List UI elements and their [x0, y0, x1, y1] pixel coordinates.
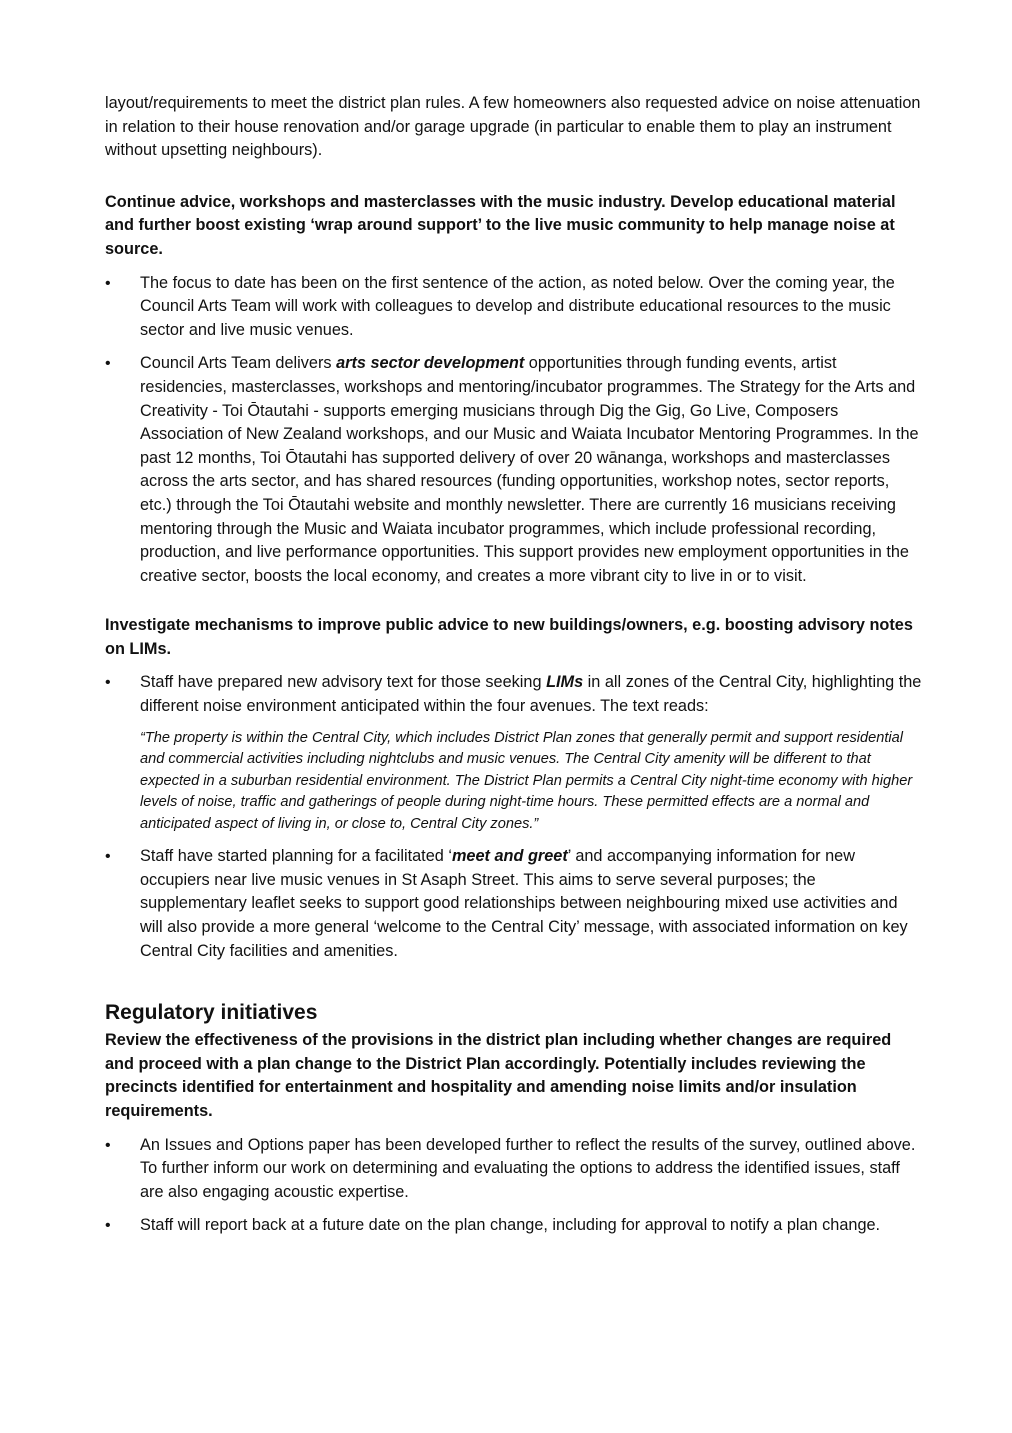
- list-item: [105, 1214, 922, 1238]
- bullet-icon: •: [105, 1136, 111, 1154]
- bullet-text: [140, 354, 919, 584]
- list-item: [105, 845, 922, 963]
- bullet-icon: •: [105, 355, 111, 373]
- list-item: [105, 272, 922, 343]
- action-heading-public-advice: Investigate mechanisms to improve public advice to new buildings/owners, e.g. boosting advisory notes on LIMs.: [105, 616, 913, 658]
- bullet-icon: •: [105, 674, 111, 692]
- list-item: [105, 352, 922, 588]
- bullet-text: [140, 673, 921, 715]
- text-run: Staff have prepared new advisory text for those seeking: [140, 673, 547, 692]
- list-item: [105, 671, 922, 835]
- action2-bullet-list: [105, 671, 922, 963]
- text-run: opportunities through funding events, artist residencies, masterclasses, workshops and mentoring/incubator programmes. The Strategy for the Arts and Creativity - Toi Ōtautahi - supports emerging musicians through Dig the Gig, Go Live, Composers Association of New Zealand workshops, and our Music and Waiata Incubator Mentoring Programmes. In the past 12 months, Toi Ōtautahi has supported delivery of over 20 wānanga, workshops and masterclasses across the arts sector, and has shared resources (funding opportunities, workshop notes, sector reports, etc.) through the Toi Ōtautahi website and monthly newsletter. There are currently 16 musicians receiving mentoring through the Music and Waiata incubator programmes, which include professional recording, production, and live performance opportunities. This support provides new employment opportunities in the creative sector, boosts the local economy, and creates a more vibrant city to live in or to visit.: [140, 354, 919, 585]
- bullet-text: Staff will report back at a future date on the plan change, including for approval to notify a plan change.: [140, 1216, 881, 1235]
- section-title-regulatory: Regulatory initiatives: [105, 1001, 318, 1025]
- intro-paragraph: layout/requirements to meet the district plan rules. A few homeowners also requested advice on noise attenuation in relation to their house renovation and/or garage upgrade (in particular to enable them to play an instrument without upsetting neighbours).: [105, 94, 921, 160]
- bullet-text: An Issues and Options paper has been developed further to reflect the results of the survey, outlined above. To further inform our work on determining and evaluating the options to address the identified issues, staff are also engaging acoustic expertise.: [140, 1135, 916, 1201]
- bullet-icon: •: [105, 274, 111, 292]
- action-heading-district-plan: Review the effectiveness of the provisions in the district plan including whether changes are required and proceed with a plan change to the District Plan accordingly. Potentially includes reviewing the precincts identified for entertainment and hospitality and amending noise limits and/or insulation requirements.: [105, 1031, 892, 1120]
- emphasis-text: meet and greet: [451, 847, 568, 866]
- text-run: in all zones of the Central City, highlighting the different noise environment anticipated within the four avenues. The text reads:: [140, 673, 922, 716]
- regulatory-bullet-list: [105, 1134, 922, 1238]
- bullet-text: The focus to date has been on the first sentence of the action, as noted below. Over the coming year, the Council Arts Team will work with colleagues to develop and distribute educational resources to the music sector and live music venues.: [140, 273, 895, 339]
- emphasis-text: LIMs: [546, 673, 584, 692]
- text-run: Staff have started planning for a facilitated ‘: [140, 847, 452, 866]
- emphasis-text: arts sector development: [336, 354, 525, 373]
- text-run: ’ and accompanying information for new occupiers near live music venues in St Asaph Street. This aims to serve several purposes; the supplementary leaflet seeks to support good relationships between neighbouring mixed use activities and will also provide a more general ‘welcome to the Central City’ message, with associated information on key Central City facilities and amenities.: [140, 847, 908, 960]
- bullet-text: [140, 847, 908, 959]
- list-item: [105, 1134, 922, 1205]
- bullet-icon: •: [105, 848, 111, 866]
- action1-bullet-list: [105, 272, 922, 589]
- bullet-icon: •: [105, 1217, 111, 1235]
- lim-advisory-quote: “The property is within the Central City, which includes District Plan zones that generally permit and support residential and commercial activities including nightclubs and music venues. The Central City amenity will be different to that expected in a suburban residential environment. The District Plan permits a Central City night-time economy with higher levels of noise, traffic and gatherings of people during night-time hours. These permitted effects are a normal and anticipated aspect of living in, or close to, Central City zones.”: [140, 729, 913, 832]
- text-run: Council Arts Team delivers: [140, 354, 337, 373]
- action-heading-advice-workshops: Continue advice, workshops and masterclasses with the music industry. Develop educational material and further boost existing ‘wrap around support’ to the live music community to help manage noise at source.: [105, 192, 896, 258]
